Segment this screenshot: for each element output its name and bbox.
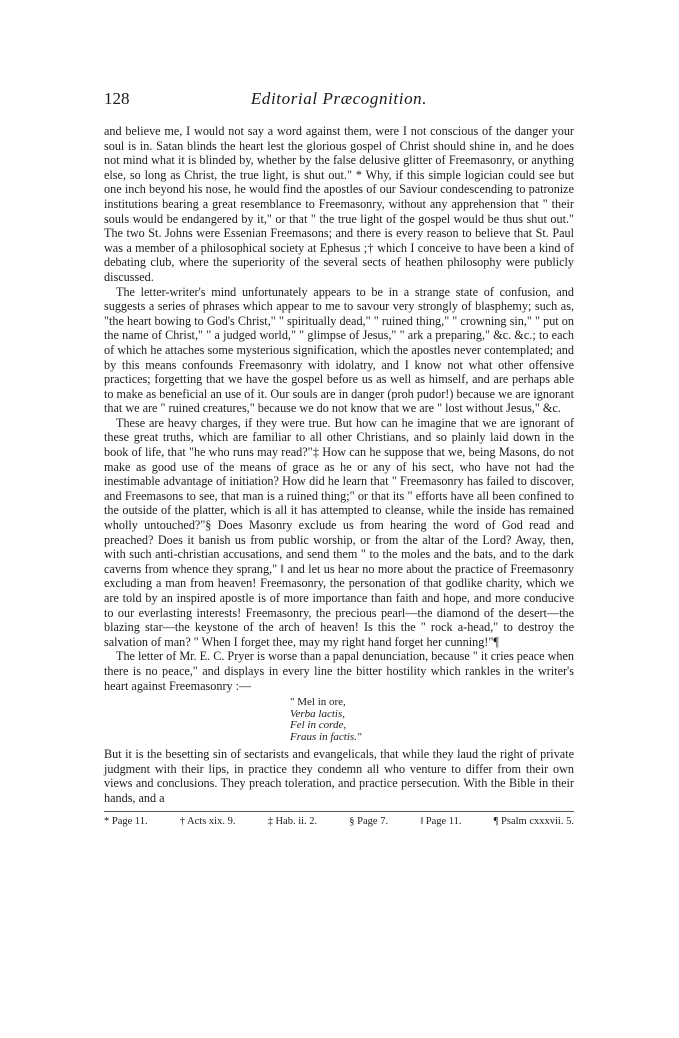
verse-line: Verba lactis, (290, 707, 345, 720)
paragraph: The letter of Mr. E. C. Pryer is worse than a papal denunciation, because " it cries peace when there is no peace," and displays in every line the bitter hostility which rankles in the writer's heart against Freemasonry :— (104, 649, 574, 693)
footnote: † Acts xix. 9. (179, 815, 236, 827)
page-number: 128 (104, 89, 130, 108)
verse-line: Fel in corde, (290, 719, 347, 732)
paragraph: But it is the besetting sin of sectarists and evangelicals, that while they laud the right of private judgment with their lips, in practice they condemn all who venture to differ from their own views and conclusions. They preach toleration, and practice persecution. With the Bible in their hands, and a (104, 747, 574, 805)
footnote: ‡ Hab. ii. 2. (267, 815, 318, 827)
footnote: ¶ Psalm cxxxvii. 5. (493, 815, 574, 827)
paragraph: and believe me, I would not say a word against them, were I not conscious of the danger your soul is in. Satan blinds the heart lest the glorious gospel of Christ should shine in, and he does not mind what it is blinded by, whether by the false delusive glitter of Freemasonry, or anything else, so long as Christ, the true light, is shut out." * Why, if this simple logician could see but one inch beyond his nose, he would find the apostles of our Saviour condescending to patronize institutions bearing a great resemblance to Freemasonry, without any apprehension that " their souls would be endangered by it," or that " the true light of the gospel would be thus shut out." The two St. Johns were Essenian Freemasons; and there is every reason to believe that St. Paul was a member of a philosophical society at Ephesus ;† which I conceive to have been a kind of debating club, where the superiority of the several sects of heathen philosophy were publicly discussed. (104, 124, 574, 284)
paragraph: These are heavy charges, if they were true. But how can he imagine that we are ignorant of these great truths, which are familiar to all other Christians, and so plainly laid down in the book of life, that "he who runs may read?"‡ How can he suppose that we, being Masons, do not make as good use of the means of grace as he or any of his sect, who have not had the inestimable advantage of initiation? How did he learn that " Freemasonry has failed to discover, and Freemasons to see, that man is a ruined thing;" or that its " efforts have all been confined to the outside of the platter, which is all it has attempted to cleanse, while the inside has remained wholly untouched?"§ Does Masonry exclude us from hearing the word of God read and preached? Does it banish us from public worship, or from the altar of the Lord? Away, then, with such anti-christian accusations, and send them " to the moles and the bats, and to the dark caverns from whence they sprang," ‖ and let us hear no more about the practice of Freemasonry excluding a man from heaven! Freemasonry, the personation of that godlike charity, which we are told by an inspired apostle is of more importance than faith and hope, and more conducive to our everlasting interests! Freemasonry, the precious pearl—the diamond of the desert—the blazing star—the keystone of the arch of heaven! Is this the " rock a-head," to destroy the salvation of man? " When I forget thee, may my right hand forget her cunning!"¶ (104, 415, 574, 649)
footnote: * Page 11. (104, 815, 148, 827)
page-header (104, 88, 574, 110)
body-text (104, 124, 574, 806)
running-title: Editorial Præcognition. (250, 89, 428, 108)
latin-verse (290, 697, 574, 743)
footnote: § Page 7. (349, 815, 389, 827)
footnote: ‖ Page 11. (420, 815, 462, 827)
footnotes (104, 811, 574, 828)
paragraph: The letter-writer's mind unfortunately appears to be in a strange state of confusion, and suggests a series of phrases which appear to me to savour very strongly of blasphemy; such as, "the heart bowing to God's Christ," " spiritually dead," " ruined thing," " crowning sin," " put on the name of Christ," " a judged world," " glimpse of Jesus," " ark a preparing," &c. &c.; to each of which he attaches some mysterious signification, which the apostles never contemplated; and by this means confounds Freemasonry with idolatry, and I know not what other offensive practices; forgetting that we have the gospel before us as well as himself, and are perhaps able to make as beneficial an use of it. Our souls are in danger (proh pudor!) because we are ignorant that we are " ruined creatures," because we do not know that we are " lost without Jesus," &c. (104, 284, 574, 416)
verse-line: " Mel in ore, (290, 696, 346, 709)
book-page (104, 88, 574, 828)
verse-line: Fraus in factis." (290, 730, 362, 743)
